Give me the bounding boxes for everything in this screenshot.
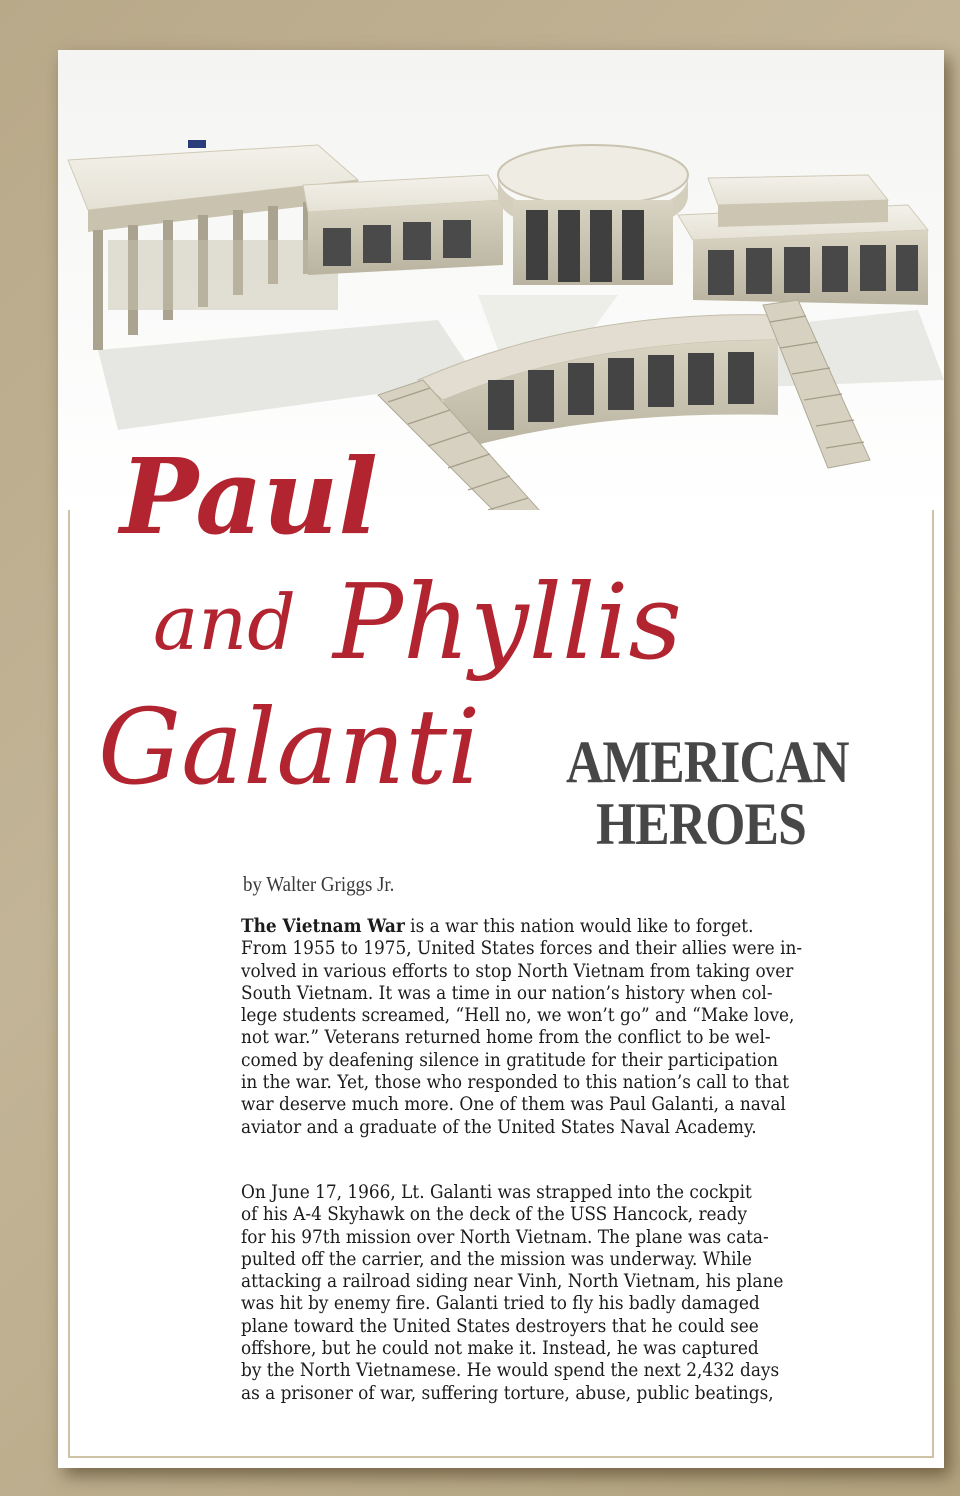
paragraph-line: aviator and a graduate of the United States Naval Academy. xyxy=(241,1116,757,1138)
lead-in: The Vietnam War xyxy=(241,916,405,937)
byline: by Walter Griggs Jr. xyxy=(243,872,395,896)
paragraph-line: comed by deafening silence in gratitude for their participation xyxy=(241,1049,779,1071)
paragraph-line: not war.” Veterans returned home from the conflict to be wel- xyxy=(241,1027,771,1049)
paragraph-line: offshore, but he could not make it. Instead, he was captured xyxy=(241,1338,759,1360)
paragraph-line: attacking a railroad siding near Vinh, North Vietnam, his plane xyxy=(241,1271,784,1293)
paragraph-line: pulted off the carrier, and the mission was underway. While xyxy=(241,1248,752,1270)
paragraph-line: From 1955 to 1975, United States forces and their allies were in- xyxy=(241,938,803,960)
paragraph-line: plane toward the United States destroyers that he could see xyxy=(241,1315,759,1337)
paragraph-line: of his A-4 Skyhawk on the deck of the USS Hancock, ready xyxy=(241,1204,748,1226)
paragraph-line: for his 97th mission over North Vietnam. The plane was cata- xyxy=(241,1226,769,1248)
paragraph-line: by the North Vietnamese. He would spend the next 2,432 days xyxy=(241,1360,780,1382)
paragraph-line: in the war. Yet, those who responded to this nation’s call to that xyxy=(241,1072,790,1094)
paragraph-line: On June 17, 1966, Lt. Galanti was strapped into the cockpit xyxy=(241,1182,752,1203)
title-paul: Paul xyxy=(120,435,378,558)
paragraph-line: as a prisoner of war, suffering torture, abuse, public beatings, xyxy=(241,1382,774,1404)
lead-line-rest: is a war this nation would like to forget. xyxy=(404,916,754,937)
article-paragraph-1 xyxy=(241,916,871,1139)
subtitle-american: AMERICAN xyxy=(566,729,849,795)
title-phyllis: Phyllis xyxy=(333,561,682,683)
paragraph-line: South Vietnam. It was a time in our nation’s history when col- xyxy=(241,982,773,1004)
subtitle-heroes: HEROES xyxy=(596,791,806,857)
paragraph-line: war deserve much more. One of them was Paul Galanti, a naval xyxy=(241,1094,786,1116)
title-galanti: Galanti xyxy=(98,686,481,808)
title-and: and xyxy=(153,578,296,667)
paragraph-line: volved in various efforts to stop North Vietnam from taking over xyxy=(241,960,794,982)
paragraph-line: was hit by enemy fire. Galanti tried to fly his badly damaged xyxy=(241,1293,760,1315)
article-paragraph-2 xyxy=(241,1182,871,1405)
paragraph-line: lege students screamed, “Hell no, we won’t go” and “Make love, xyxy=(241,1005,795,1027)
paragraph-line xyxy=(241,916,827,938)
magazine-page xyxy=(58,50,944,1468)
